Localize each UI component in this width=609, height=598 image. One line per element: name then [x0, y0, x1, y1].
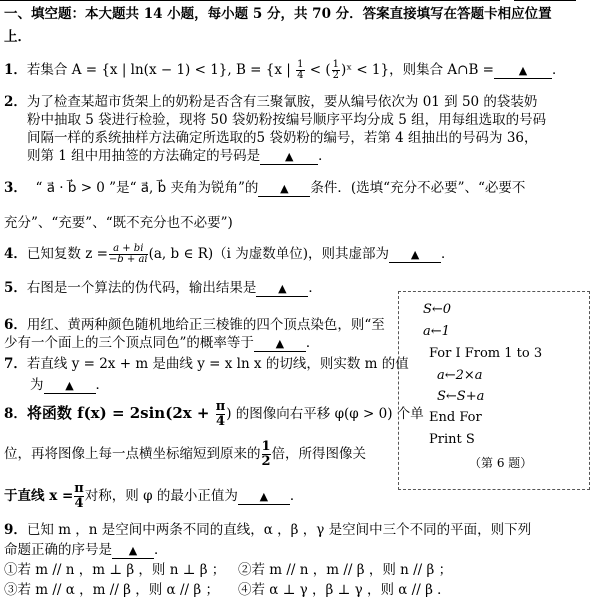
q4-frac-num: a + bi	[109, 244, 148, 255]
q8-line2b: 倍，所得图像关	[271, 446, 367, 462]
q8-frac2-den: 2	[261, 454, 271, 469]
q3-line1a: “ a⃗ · b⃗ > 0 ”是“ a⃗, b⃗ 夹角为锐角”的	[35, 180, 259, 196]
q4-mid: (a, b ∈ R)（i 为虚数单位)，则其虚部为	[148, 246, 390, 262]
q2-line4: 则第 1 组中用抽签的方法确定的号码是	[27, 148, 261, 164]
q4-answer-blank[interactable]	[389, 246, 441, 263]
q9-answer-blank[interactable]	[112, 542, 154, 559]
q8-frac2-num: 1	[261, 439, 271, 454]
pseudocode-line-5: S←S+a	[437, 389, 485, 404]
q8-triangle-icon: ▲	[259, 490, 269, 503]
q1-frac2-num: 1	[332, 59, 340, 70]
q1-frac2-den: 2	[332, 70, 340, 81]
q6-line2: 少有一个面上的三个顶点同色”的概率等于	[4, 335, 254, 351]
q6-answer-blank[interactable]	[254, 335, 306, 352]
q5-text: 右图是一个算法的伪代码，输出结果是	[26, 280, 257, 296]
q5-answer-blank[interactable]	[256, 280, 308, 297]
question-9-line1	[4, 518, 531, 538]
q3-triangle-icon: ▲	[280, 182, 289, 195]
q4-triangle-icon: ▲	[410, 248, 420, 261]
q5-triangle-icon: ▲	[278, 282, 287, 295]
q9-option-2: ②若 m // n ，m // β ，则 n // β ；	[238, 562, 453, 578]
q7-line1: 若直线 y = 2x + m 是曲线 y = x ln x 的切线，则实数 m 的值	[26, 356, 409, 372]
question-8-line2	[4, 440, 366, 469]
q4-frac	[109, 244, 148, 265]
question-2-line1	[4, 90, 537, 110]
q7-line2: 为	[30, 377, 44, 393]
q3-line1b: 条件．(选填“充分不必要”、“必要不	[310, 180, 526, 196]
q8-frac3-num: π	[74, 481, 84, 496]
q1-number: 1．	[4, 62, 27, 78]
q2-line1: 为了检查某超市货架上的奶粉是否含有三聚氰胺，要从编号依次为 01 到 50 的袋装奶	[26, 94, 538, 110]
q6-line1: 用红、黄两种颜色随机地给正三棱锥的四个顶点染色，则“至	[26, 317, 385, 333]
q1-frac2	[332, 60, 340, 81]
question-7-line1	[4, 352, 409, 372]
q6-number: 6．	[4, 317, 27, 333]
q8-line2a: 位，再将图像上每一点横坐标缩短到原来的	[4, 446, 261, 462]
q9-line2: 命题正确的序号是	[4, 542, 112, 558]
q4-frac-den: −b + ai	[108, 254, 148, 265]
question-8-line1	[4, 400, 424, 429]
q1-frac-den: 4	[297, 70, 304, 81]
question-4: 4．已知复数 z = $\frac{a + bi}{-b + ai}$ (a, b ∈ R)（i 为虚数单位)，则其虚部为 ▲ ．	[4, 243, 455, 265]
q1-post: )ˣ < 1}，则集合 A∩B =	[341, 62, 494, 78]
section-header-line2: 上．	[4, 29, 31, 45]
q9-line1: 已知 m ，n 是空间中两条不同的直线，α ，β ，γ 是空间中三个不同的平面，则下列	[26, 522, 532, 538]
pseudocode-line-7: Print S	[429, 432, 475, 447]
q4-number: 4．	[4, 246, 27, 262]
question-3-line1	[4, 176, 525, 197]
top-rule	[0, 0, 500, 1]
pseudocode-line-2: a←1	[423, 324, 450, 339]
q1-frac-num: 1	[297, 59, 304, 70]
question-6-line2: 少有一个面上的三个顶点同色”的概率等于 ▲ ．	[4, 335, 320, 351]
q8-answer-blank[interactable]	[238, 488, 290, 505]
q3-number: 3．	[4, 180, 27, 196]
q2-line2: 粉中抽取 5 袋进行检验，现将 50 袋奶粉按编号顺序平均分成 5 组，用每组选取的号码	[27, 112, 547, 128]
q1-answer-blank[interactable]	[494, 62, 552, 79]
q8-frac3-den: 4	[74, 496, 84, 511]
q8-frac	[216, 400, 226, 429]
q6-triangle-icon: ▲	[275, 337, 285, 350]
q9-option-3: ③若 m // α ，m // β ，则 α // β ；	[4, 582, 219, 598]
question-2-line4: 则第 1 组中用抽签的方法确定的号码是 ▲ ．	[27, 148, 332, 164]
question-6-line1	[4, 313, 385, 333]
q1-mid: < (	[305, 62, 331, 78]
q2-triangle-icon: ▲	[284, 150, 294, 163]
q1-triangle-icon: ▲	[518, 64, 528, 77]
question-9-line2: 命题正确的序号是 ▲ ．	[4, 542, 168, 558]
q8-frac3	[74, 482, 84, 511]
q9-option-4: ④若 α ⊥ γ ，β ⊥ γ ，则 α // β ．	[238, 582, 451, 598]
section-header-line1: 一、填空题：本大题共 14 小题，每小题 5 分，共 70 分．答案直接填写在答题卡相应位置	[4, 6, 552, 22]
q7-triangle-icon: ▲	[65, 379, 74, 392]
q4-pre: 已知复数 z =	[26, 246, 108, 262]
q8-frac-num: π	[215, 399, 226, 414]
question-1: 1．若集合 A = {x | ln(x − 1) < 1}, B = {x | $\frac{1}{4}$ < ( $\frac{1}{2}$ )ˣ < 1}，则集合 A∩B = ▲ ．	[4, 59, 566, 81]
question-7-line2: 为 ▲ ．	[30, 377, 109, 393]
q8-frac2	[262, 440, 271, 469]
q3-answer-blank[interactable]	[258, 180, 310, 197]
q1-frac	[296, 60, 304, 81]
q8-line3b: 对称，则 φ 的最小正值为	[84, 488, 238, 504]
question-8-line3: 于直线 x = $\frac{\pi}{4}$ 对称，则 φ 的最小正值为 ▲ ．	[4, 481, 304, 511]
q7-answer-blank[interactable]	[44, 377, 96, 394]
pseudocode-box	[398, 291, 590, 490]
q9-triangle-icon: ▲	[128, 544, 138, 557]
q8-pre: 将函数 f(x) = 2sin(2x +	[26, 404, 215, 422]
q3-line2: 充分”、“充要”、“既不充分也不必要”)	[4, 215, 233, 231]
q9-option-1: ①若 m // n ，m ⊥ β ，则 n ⊥ β ；	[4, 562, 226, 578]
top-rule-right	[514, 0, 576, 1]
pseudocode-caption: （第 6 题）	[469, 456, 533, 470]
question-5: 5．右图是一个算法的伪代码，输出结果是 ▲ ．	[4, 280, 322, 296]
q9-number: 9．	[4, 522, 27, 538]
q8-line3a: 于直线 x =	[4, 488, 74, 504]
pseudocode-line-4: a←2×a	[437, 368, 483, 383]
q8-frac-den: 4	[215, 414, 225, 429]
pseudocode-line-3: For I From 1 to 3	[429, 346, 543, 361]
q8-number: 8．	[4, 406, 27, 422]
q2-line3: 间隔一样的系统抽样方法确定所选取的5 袋奶粉的编号，若第 4 组抽出的号码为 36，	[27, 130, 538, 146]
q1-pre: 若集合 A = {x | ln(x − 1) < 1}, B = {x |	[26, 62, 296, 78]
pseudocode-line-1: S←0	[423, 302, 452, 317]
q8-post: ) 的图像向右平移 φ(φ > 0) 个单	[226, 406, 424, 422]
pseudocode-line-6: End For	[429, 410, 482, 425]
q7-number: 7．	[4, 356, 27, 372]
q2-number: 2．	[4, 94, 27, 110]
q5-number: 5．	[4, 280, 27, 296]
q2-answer-blank[interactable]	[260, 148, 318, 165]
